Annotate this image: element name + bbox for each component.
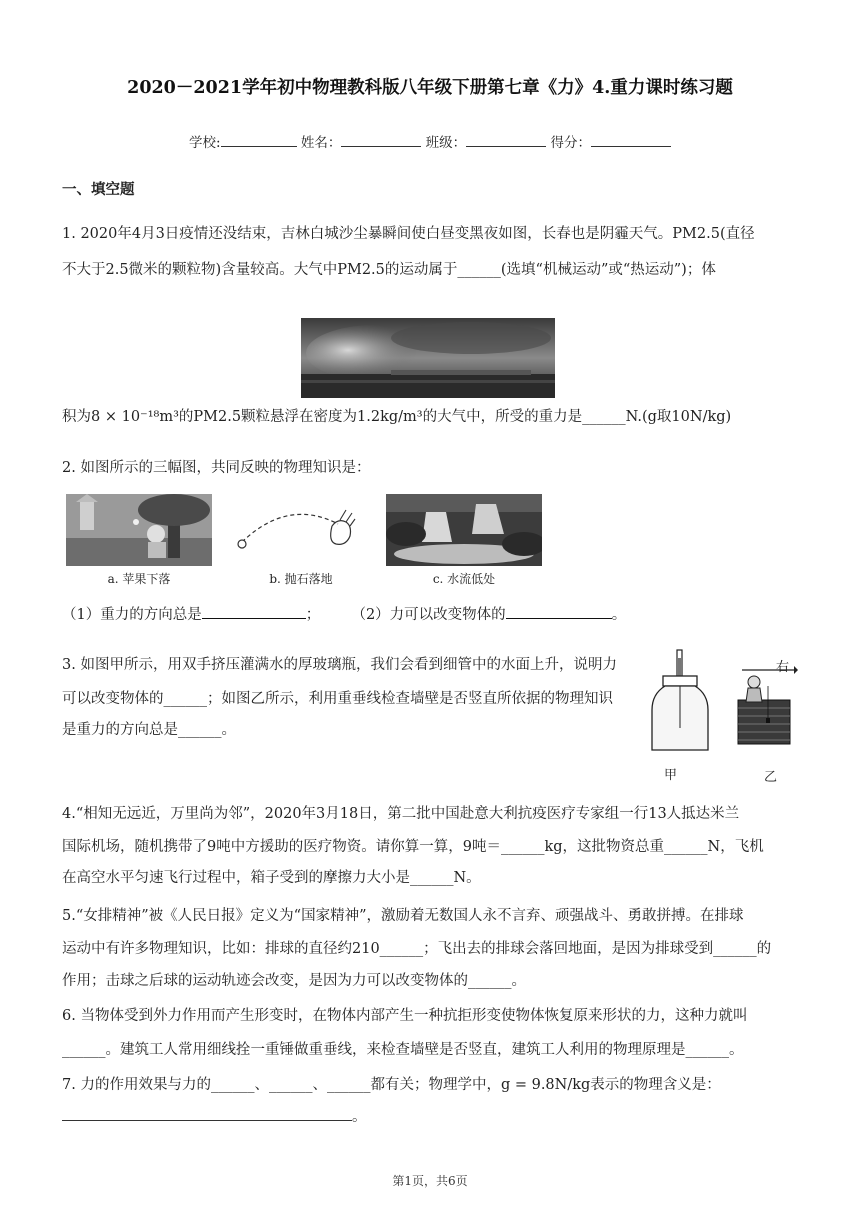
page-footer: 第1页，共6页 (392, 1174, 468, 1188)
caption-c: c. 水流低处 (432, 572, 496, 586)
q3-line2: 可以改变物体的______；如图乙所示，利用重垂线检查墙壁是否竖直所依据的物理知识 (62, 691, 613, 707)
q7-line2-punct: 。 (352, 1109, 367, 1125)
stone-throw-image (228, 494, 374, 566)
q4-line3: 在高空水平匀速飞行过程中，箱子受到的摩擦力大小是______N。 (62, 870, 481, 886)
class-label: 班级： (425, 135, 467, 151)
q5-line3: 作用；击球之后球的运动轨迹会改变，是因为力可以改变物体的______。 (62, 973, 526, 989)
sandstorm-photo (301, 318, 555, 398)
student-info-row (0, 131, 860, 151)
q5-line1: 5.“女排精神”被《人民日报》定义为“国家精神”，激励着无数国人永不言弃、顽强战斗、勇敢拼搏。在排球 (62, 908, 744, 924)
glass-bottle-figure (646, 648, 716, 758)
school-label: 学校: (189, 135, 221, 151)
q1-line2: 不大于2.5微米的颗粒物)含量较高。大气中PM2.5的运动属于______(选填“机械运动”或“热运动”)；体 (62, 262, 716, 278)
arrow-label-right: 右 (776, 660, 790, 675)
q4-line1: 4.“相知无远近，万里尚为邻”，2020年3月18日，第二批中国赴意大利抗疫医疗专家组一行13人抵达米兰 (62, 806, 740, 822)
name-label: 姓名： (300, 135, 342, 151)
q2-sub2-label: （2）力可以改变物体的 (351, 607, 506, 623)
section-heading: 一、填空题 (62, 181, 135, 198)
q2-sub2-punct: 。 (611, 607, 627, 623)
q1-line1: 1. 2020年4月3日疫情还没结束，吉林白城沙尘暴瞬间使白昼变黑夜如图，长春也是阴霾天气。PM2.5(直径 (62, 226, 755, 242)
class-blank[interactable] (466, 132, 546, 147)
q3-line1: 3. 如图甲所示，用双手挤压灌满水的厚玻璃瓶，我们会看到细管中的水面上升，说明力 (62, 657, 617, 673)
q6-line2: ______。建筑工人常用细线拴一重锤做重垂线，来检查墙壁是否竖直，建筑工人利用的物理原理是______。 (62, 1042, 744, 1058)
q4-line2: 国际机场，随机携带了9吨中方援助的医疗物资。请你算一算，9吨＝______kg，这批物资总重______N，飞机 (62, 839, 764, 855)
score-blank[interactable] (591, 132, 671, 147)
q7-answer-blank[interactable] (62, 1106, 352, 1121)
q7-line2 (62, 1106, 367, 1127)
fig-label-jia: 甲 (664, 768, 678, 783)
caption-a: a. 苹果下落 (107, 572, 171, 586)
fig-label-yi: 乙 (764, 770, 778, 785)
apple-fall-image (66, 494, 212, 566)
page-title: 2020－2021学年初中物理教科版八年级下册第七章《力》4.重力课时练习题 (127, 78, 733, 98)
q2-line1: 2. 如图所示的三幅图，共同反映的物理知识是： (62, 460, 371, 476)
q2-sub1-punct: ； (305, 607, 321, 623)
q2-sub1-label: （1）重力的方向总是 (62, 607, 202, 623)
q6-line1: 6. 当物体受到外力作用而产生形变时，在物体内部产生一种抗拒形变使物体恢复原来形状的力，这种力就叫 (62, 1008, 748, 1024)
score-label: 得分： (550, 135, 591, 151)
q3-line3: 是重力的方向总是______。 (62, 722, 236, 738)
q1-line3: 积为8 × 10⁻¹⁸m³的PM2.5颗粒悬浮在密度为1.2kg/m³的大气中，所受的重力是______N.(g取10N/kg) (62, 409, 732, 425)
q2-subquestions (62, 604, 626, 625)
waterfall-image (386, 494, 542, 566)
q5-line2: 运动中有许多物理知识，比如：排球的直径约210______；飞出去的排球会落回地面，是因为排球受到______的 (62, 941, 772, 957)
q7-line1: 7. 力的作用效果与力的______、______、______都有关；物理学中，g = 9.8N/kg表示的物理含义是： (62, 1077, 721, 1093)
school-blank[interactable] (221, 132, 297, 147)
name-blank[interactable] (341, 132, 421, 147)
caption-b: b. 抛石落地 (269, 572, 333, 586)
q2-sub1-blank[interactable] (202, 604, 306, 619)
q2-sub2-blank[interactable] (506, 604, 612, 619)
